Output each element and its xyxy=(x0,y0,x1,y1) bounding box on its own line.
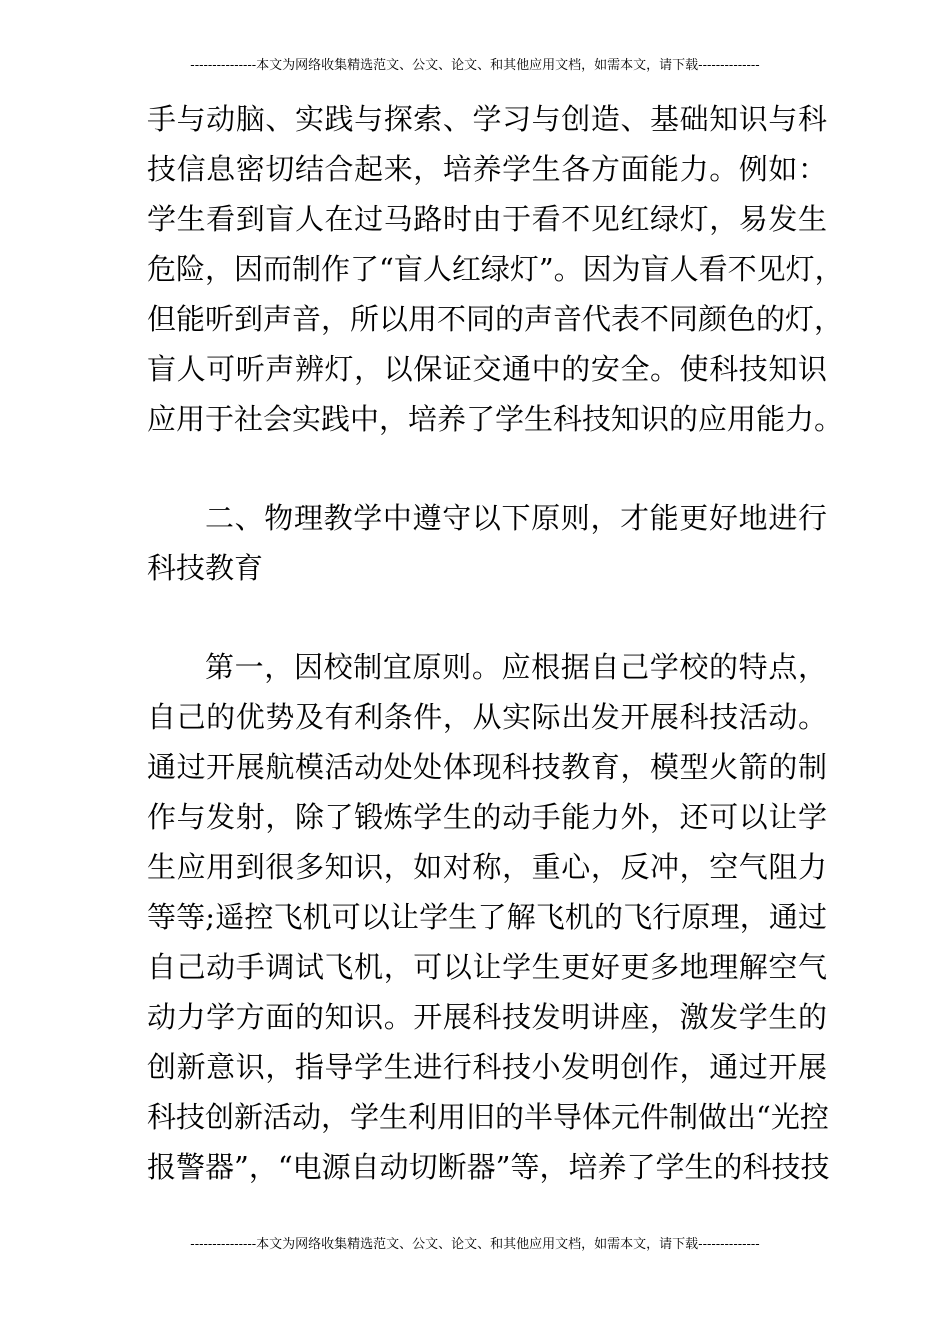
text-line: 但能听到声音，所以用不同的声音代表不同颜色的灯， xyxy=(147,302,844,336)
text-line: 应用于社会实践中，培养了学生科技知识的应用能力。 xyxy=(147,402,844,436)
paragraph-continuation xyxy=(147,94,844,444)
text-line: 自己动手调试飞机，可以让学生更好更多地理解空气 xyxy=(147,950,827,984)
heading-line: 科技教育 xyxy=(147,551,264,585)
text-line: 作与发射，除了锻炼学生的动手能力外，还可以让学 xyxy=(147,800,827,834)
header-banner: ---------------本文为网络收集精选范文、公文、论文、和其他应用文档，如需本文，请下载-------------- xyxy=(190,58,760,73)
text-line: 等等;遥控飞机可以让学生了解飞机的飞行原理，通过 xyxy=(147,900,827,934)
text-line: 危险，因而制作了“盲人红绿灯”。因为盲人看不见灯， xyxy=(147,252,844,286)
text-line: 技信息密切结合起来，培养学生各方面能力。例如： xyxy=(147,152,827,186)
heading-line: 二、物理教学中遵守以下原则，才能更好地进行 xyxy=(205,501,827,535)
text-line: 创新意识，指导学生进行科技小发明创作，通过开展 xyxy=(147,1050,827,1084)
paragraph-principle-one xyxy=(147,642,830,1192)
footer-banner: ---------------本文为网络收集精选范文、公文、论文、和其他应用文档，如需本文，请下载-------------- xyxy=(190,1237,760,1252)
text-line: 报警器”，“电源自动切断器”等，培养了学生的科技技 xyxy=(147,1150,830,1184)
text-line: 第一，因校制宜原则。应根据自己学校的特点， xyxy=(205,650,827,684)
text-line: 自己的优势及有利条件，从实际出发开展科技活动。 xyxy=(147,700,827,734)
section-heading xyxy=(147,493,827,593)
text-line: 通过开展航模活动处处体现科技教育，模型火箭的制 xyxy=(147,750,827,784)
text-line: 盲人可听声辨灯，以保证交通中的安全。使科技知识 xyxy=(147,352,827,386)
text-line: 学生看到盲人在过马路时由于看不见红绿灯，易发生 xyxy=(147,202,827,236)
text-line: 科技创新活动，学生利用旧的半导体元件制做出“光控 xyxy=(147,1100,829,1134)
text-line: 生应用到很多知识，如对称，重心，反冲，空气阻力 xyxy=(147,850,827,884)
text-line: 动力学方面的知识。开展科技发明讲座，激发学生的 xyxy=(147,1000,827,1034)
text-line: 手与动脑、实践与探索、学习与创造、基础知识与科 xyxy=(147,102,827,136)
